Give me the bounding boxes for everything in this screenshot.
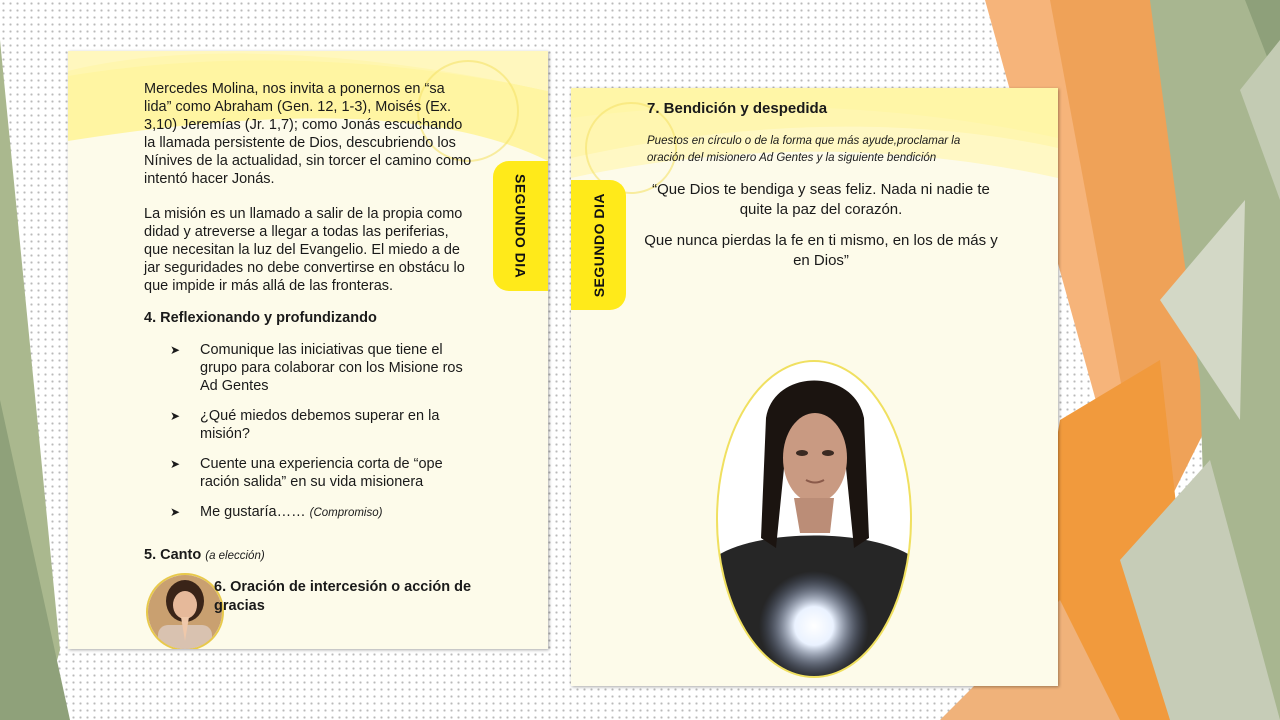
section-4-heading: 4. Reflexionando y profundizando	[144, 310, 377, 326]
section-5-note: (a elección)	[205, 550, 265, 562]
section-5-heading: 5. Canto (a elección)	[144, 547, 265, 563]
right-page	[571, 88, 1058, 686]
paragraph-mission: La misión es un llamado a salir de la propia como didad y atreverse a llegar a todas las periferias, que necesitan la luz del Evangelio. El miedo a de jar seguridades no debe convertirse en obstácu lo que impide ir más allá de las fronteras.	[144, 206, 465, 294]
section-6-heading: 6. Oración de intercesión o acción de gracias	[214, 579, 472, 614]
reflection-bullets	[168, 341, 468, 534]
bullet-item: ➤ ¿Qué miedos debemos superar en la misión?	[168, 407, 468, 443]
bullet-item: ➤ Comunique las iniciativas que tiene el grupo para colaborar con los Misione ros Ad Gentes	[168, 341, 468, 395]
blessing-quote-1: “Que Dios te bendiga y seas feliz. Nada ni nadie te quite la paz del corazón.	[652, 181, 990, 218]
mercedes-molina-portrait	[714, 358, 914, 680]
bullet-item: ➤ Me gustaría…… (Compromiso)	[168, 503, 468, 522]
segundo-dia-tab	[571, 180, 626, 310]
paragraph-invitation: Mercedes Molina, nos invita a ponernos en “sa lida” como Abraham (Gen. 12, 1-3), Moisés (Ex. 3,10) Jeremías (Jr. 1,7); como Jonás escuchando la llamada persistente de Dios, descubriendo los Nínives de la actualidad, sin torcer el camino como intentó hacer Jonás.	[144, 81, 472, 187]
tab-label: SEGUNDO DIA	[590, 192, 607, 298]
blessing-instruction: Puestos en círculo o de la forma que más ayude,proclamar la oración del misionero Ad Gentes y la siguiente bendición	[647, 135, 961, 164]
blessing-quote-2: Que nunca pierdas la fe en ti mismo, en los de más y en Dios”	[644, 232, 998, 269]
bullet-item: ➤ Cuente una experiencia corta de “ope ración salida” en su vida misionera	[168, 455, 468, 491]
bullet-note: (Compromiso)	[309, 507, 383, 519]
section-7-heading: 7. Bendición y despedida	[647, 100, 828, 117]
left-page	[68, 51, 548, 649]
tab-label: SEGUNDO DIA	[512, 173, 529, 279]
praying-woman-image	[146, 573, 224, 649]
segundo-dia-tab	[493, 161, 548, 291]
